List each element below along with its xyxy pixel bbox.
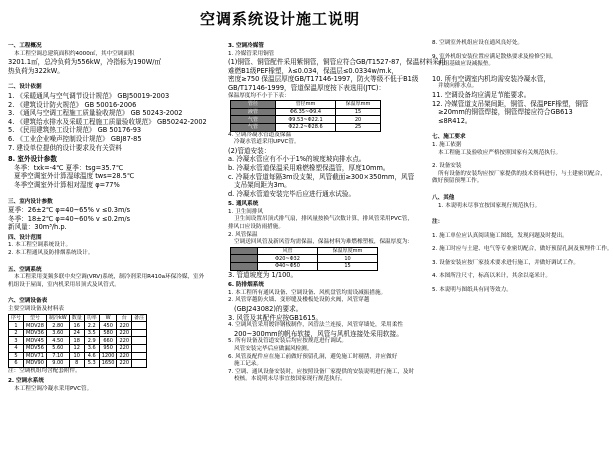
section-heading: 注： <box>432 219 444 226</box>
text-line: 本工程施工及验收应严格按照国家有关规范执行。 <box>438 149 562 156</box>
column-right <box>432 40 613 295</box>
reference-item: 5. 《民用建筑热工设计规范》 GB 50176-93 <box>8 126 142 135</box>
table-row: 气管 Φ22.2~Φ28.6 25 <box>231 123 381 131</box>
section-heading: 6. 防排烟系统 <box>228 282 264 289</box>
text-line: 6. 风管及配件应在施工前做好预留孔洞，避免施工时剔凿，并应做好 <box>228 353 398 360</box>
section-heading: 3. 空调冷媒管 <box>228 43 264 49</box>
text-line: 校核。本说明未尽事宜按国家现行规范执行。 <box>234 376 346 383</box>
text-line: 支吊架间距为3m。 <box>234 181 291 190</box>
text-line: 4. 空调冷凝水管道及保温 <box>228 131 292 138</box>
note-item: 1. 施工单位应认真阅读施工图纸，发现问题及时提出。 <box>432 232 568 239</box>
table-note: 注：空调机组均含配套附件。 <box>8 367 81 374</box>
reference-item: 2. 《建筑设计防火规范》 GB 50016-2006 <box>8 100 137 109</box>
text-line: 5. 所有设备及管道安装后均应按规范进行调试。 <box>228 338 347 345</box>
equipment-table <box>8 314 147 368</box>
table-row: Φ20~Φ32 10 <box>231 255 378 263</box>
text-line: 冬季：18±2℃ φ=40~60% v ≤0.2m/s <box>8 214 131 223</box>
text-line: (2)管道安装： <box>228 146 271 155</box>
text-line: 4. 空调风管采用镀锌钢板制作，风管法兰连接，风管穿墙处，采用柔性 <box>228 322 403 329</box>
text-line: 2. 风管保温 <box>228 231 258 238</box>
column-left <box>8 40 207 394</box>
text-line: 1. 本工程所有通风设备、空调设备、风机盘管均需设减振措施。 <box>228 289 387 296</box>
text-line: 夏季空调室外计算湿球温度 tws=28.5℃ <box>14 172 135 181</box>
text-line: 10. 所有空调室内机均需安装冷凝水管， <box>432 74 551 83</box>
text-line: 空调送回风管及新风管均需保温，保温材料为难燃橡塑板，保温厚度为： <box>234 239 414 246</box>
text-line: 11. 空调设备均应满足节能要求。 <box>432 90 531 99</box>
text-line: 并坡向排水点。 <box>438 83 478 90</box>
table-row: Φ40~Φ50 15 <box>231 263 378 271</box>
note-item: 2. 施工时应与土建、电气等专业密切配合，做好预留孔洞及预埋件工作。 <box>432 246 613 253</box>
text-line: 本工程空调冷凝水采用PVC管。 <box>14 385 93 392</box>
text-line: 9. 室外机组安装位置应满足散热要求及检修空间， <box>432 53 557 60</box>
text-line: 1. 施工依据 <box>432 141 462 148</box>
table-header-row: 管径 管径mm 保温厚mm <box>231 101 381 109</box>
note-item: 5. 本说明与图纸具有同等效力。 <box>432 287 512 294</box>
table-row: 4 MDV56 5.60 12 3.6 950 220 <box>9 345 147 353</box>
text-line: 机组设于屋面，室内机采用吊顶式及风管式。 <box>8 281 120 288</box>
table-row: 3 MDV45 4.50 18 2.9 660 220 <box>9 337 147 345</box>
text-line: 冬季空调室外计算相对湿度 φ=77% <box>14 180 120 189</box>
text-line: 保温厚度均不小于下表： <box>228 92 290 99</box>
text-line: d. 冷凝水管道安装完毕后应进行通水试验。 <box>228 189 356 198</box>
note-item: 4. 本图所注尺寸，标高以米计，其余以毫米计。 <box>432 273 551 280</box>
text-line: 所有设备的安装均应按厂家提供的技术资料进行，与土建密切配合， <box>438 170 606 177</box>
text-line: 冬季：txk=-4℃ 夏季：tsg=35.7℃ <box>14 163 124 172</box>
text-line: 3201.1㎡，总冷负荷为556kW，冷指标为190W/㎡ <box>8 58 162 67</box>
text-line: (1)铜管、铜管配件采用紫铜管，铜管应符合GB/T1527-87，保温材料采用 <box>228 58 446 67</box>
reference-item: 7. 建设单位提供的设计要求及有关资料 <box>8 143 122 152</box>
table-row: 5 MDV71 7.10 10 4.6 1200 220 <box>9 352 147 360</box>
section-heading: 八、其他 <box>432 194 455 201</box>
reference-item: 1. 《采暖通风与空气调节设计规范》 GBJ50019-2003 <box>8 91 170 100</box>
text-line: 3. 风管及其配件应按GB1615。 <box>228 313 323 322</box>
text-line: b. 冷凝水管道保温采用难燃橡塑保温管，厚度10mm。 <box>228 163 390 172</box>
text-line: 难燃B1级PEF橡塑，λ≤0.034，保温层≤0.0334w/m.k， <box>228 66 399 75</box>
text-line: 夏季：26±2℃ φ=40~65% v ≤0.3m/s <box>8 206 131 215</box>
text-line: 密度≥750 保温层厚度GB/T17146-1997，防火等级不低于B1级 <box>228 75 419 84</box>
text-line: 卫生间设置吊顶式排气扇，排风量按换气次数计算，排风管采用PVC管， <box>234 216 413 223</box>
text-line: 机组基础应设减振垫。 <box>438 61 494 68</box>
text-line: 排风口应设防雨措施。 <box>228 224 284 231</box>
text-line: 冷凝水管道采用UPVC管。 <box>234 139 300 146</box>
section-heading: 一、工程概况 <box>8 43 42 49</box>
section-heading: 五、空调系统 <box>8 266 42 273</box>
text-line: 2. 本工程通风及防排烟系统设计。 <box>8 250 94 257</box>
table-header-row: 风管 保温厚度mm <box>231 247 378 255</box>
text-line: 3. 管道坡度为 1/100。 <box>228 270 298 279</box>
text-line: 1. 本说明未尽事宜按国家现行规范执行。 <box>438 202 541 209</box>
table-row: 气管 Φ9.53~Φ22.1 20 <box>231 116 381 124</box>
text-line: 1. 卫生间排风 <box>228 208 264 215</box>
table-row: 液管 Φ6.35~Φ9.4 15 <box>231 108 381 116</box>
section-heading: 8. 室外设计参数 <box>8 155 57 164</box>
table-row: 2 MDV36 3.60 24 3.5 580 220 <box>9 329 147 337</box>
reference-item: 4. 《建筑给水排水及采暖工程施工质量验收规范》 GB50242-2002 <box>8 117 207 126</box>
text-line: 8. 空调室外机组应设在通风良好处。 <box>432 40 524 46</box>
reference-item: 6. 《工业企业噪声控制设计规范》 GBJ87-85 <box>8 134 142 143</box>
text-line: a. 冷凝水管应有不小于1%的坡度坡向排水点。 <box>228 155 366 164</box>
text-line: 1. 冷媒管采用铜管 <box>228 50 275 57</box>
table-row: 6 MDV90 9.00 8 5.3 1650 220 <box>9 360 147 368</box>
text-line: 本工程空调总建筑面积约4000㎡，其中空调面积 <box>14 50 135 57</box>
duct-insulation-table <box>230 247 378 271</box>
section-heading: 七、施工要求 <box>432 134 466 141</box>
table-title: 主要空调设备及材料表 <box>8 306 64 313</box>
text-line: ≥20mm的铜管焊接，铜管焊接应符合GB613 <box>438 108 573 117</box>
insulation-table <box>230 100 381 131</box>
text-line: c. 冷凝水管道每隔3m设支架，风管截面≥300×350mm，风管 <box>228 172 415 181</box>
text-line: 新风量：30m³/h.p. <box>8 223 67 232</box>
note-item: 3. 设备安装应按厂家技术要求进行施工，并做好调试工作。 <box>432 259 579 266</box>
text-line: ≤8R412。 <box>438 116 472 125</box>
table-header-row: 序号 型号 制冷kW 数量 功率 W 台 备注 <box>9 314 147 322</box>
section-heading: 二、设计依据 <box>8 84 42 91</box>
text-line: 200~300mm的帆布软接，风管与风机连接处采用软接。 <box>234 329 403 338</box>
section-heading: 六、空调设备表 <box>8 298 48 305</box>
text-line: 1. 本工程空调系统设计。 <box>8 242 72 249</box>
text-line: 风管安装完毕后应做漏风检测。 <box>234 345 313 352</box>
table-row: 1 MDV28 2.80 16 2.2 450 220 <box>9 322 147 330</box>
text-line: 做好预留预埋工作。 <box>432 178 483 185</box>
section-heading: 三、室内设计参数 <box>8 198 53 205</box>
text-line: 2. 设备安装 <box>432 163 462 170</box>
text-line: 12. 冷媒管道支吊架间距，铜管、保温PEF橡塑，铜管 <box>432 99 589 108</box>
text-line: 2. 风管穿越防火墙、变形缝及楼板处设防火阀，风管穿越 <box>228 297 370 304</box>
page-title: 空调系统设计施工说明 <box>199 10 360 28</box>
section-heading: 5. 通风系统 <box>228 201 259 208</box>
text-line: 热负荷为322kW。 <box>8 66 64 75</box>
reference-item: 3. 《通风与空调工程施工质量验收规范》 GB 50243-2002 <box>8 109 183 118</box>
text-line: 7. 空调、通风设备安装时，应按照设备厂家提供的安装说明进行施工，及时 <box>228 368 415 375</box>
section-heading: 2. 空调水系统 <box>8 378 44 385</box>
text-line: GB/T17146-1999，管道保温厚度按下表选用(JTC)： <box>228 83 386 92</box>
text-line: 施工记录。 <box>234 361 262 368</box>
section-heading: 四、设计范围 <box>8 234 42 241</box>
text-line: (GBJ243082)的要求。 <box>234 305 303 313</box>
text-line: 本工程采用变频多联中央空调(VRV)系统，制冷剂采用R410a环保冷媒，室外 <box>14 274 205 281</box>
